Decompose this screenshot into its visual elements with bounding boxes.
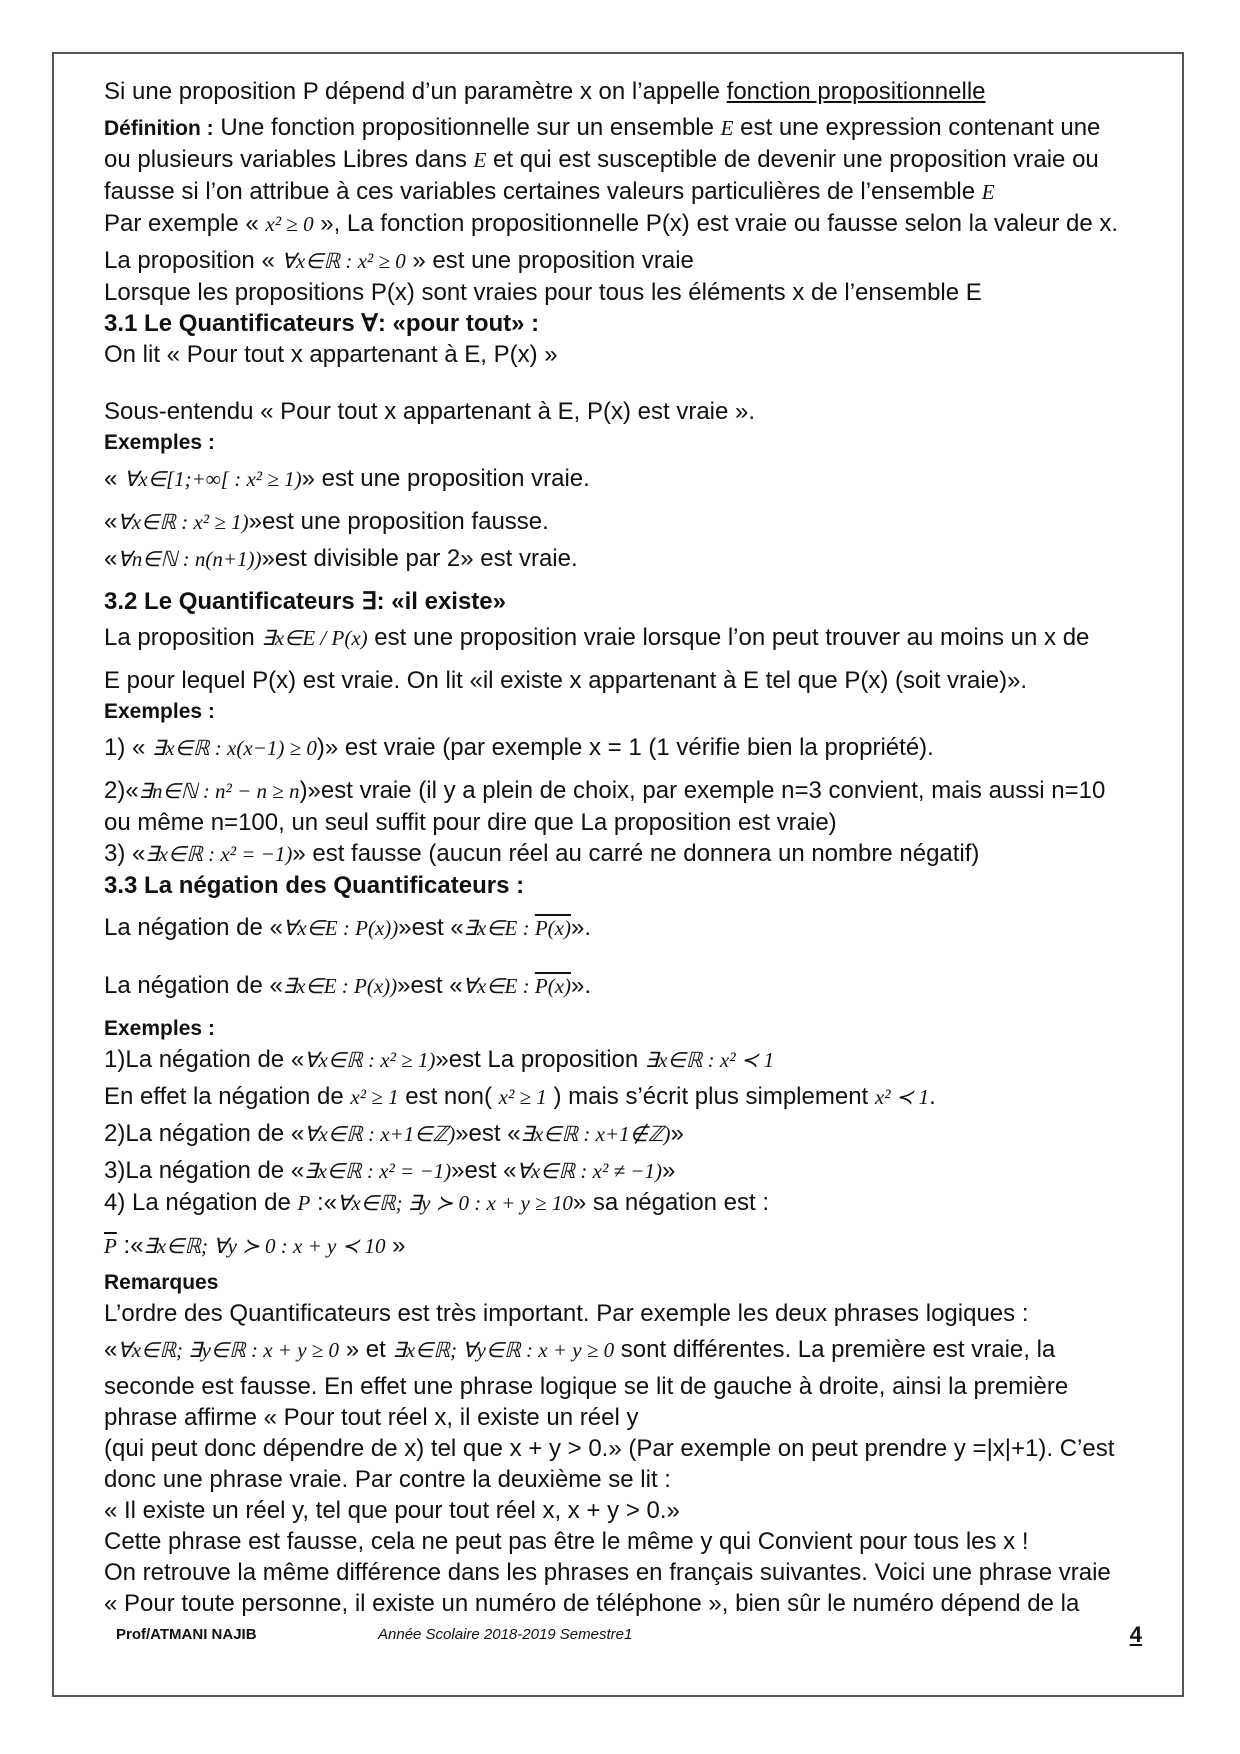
example-item: $\overline{P}$ :«∃x∈ℝ; ∀y ≻ 0 : x + y ≺ 10 » [104, 1232, 406, 1259]
page-number: 4 [1129, 1622, 1142, 1647]
page-footer [116, 1622, 1142, 1652]
text-line: donc une phrase vraie. Par contre la deuxième se lit : [104, 1466, 671, 1493]
text-line: Cette phrase est fausse, cela ne peut pas être le même y qui Convient pour tous les x ! [104, 1528, 1029, 1555]
example-item: 2)«∃n∈ℕ : n² − n ≥ n)»est vraie (il y a plein de choix, par exemple n=3 convient, mais aussi n=10 [104, 777, 1106, 804]
intro-line: Si une proposition P dépend d’un paramètre x on l’appelle fonction propositionnelle [104, 78, 986, 105]
text-line: Sous-entendu « Pour tout x appartenant à E, P(x) est vraie ». [104, 398, 756, 425]
example-item: «∀n∈ℕ : n(n+1))»est divisible par 2» est vraie. [104, 545, 578, 572]
examples-heading: Exemples : [104, 1017, 215, 1040]
example-item: 3)La négation de «∃x∈ℝ : x² = −1)»est «∀x∈ℝ : x² ≠ −1)» [104, 1157, 676, 1184]
term-fonction-propositionnelle: fonction propositionnelle [726, 78, 986, 105]
example-item: «∀x∈ℝ : x² ≥ 1)»est une proposition fausse. [104, 508, 549, 535]
section-heading-3-1: 3.1 Le Quantificateurs ∀: «pour tout» : [104, 310, 540, 337]
text-line: On lit « Pour tout x appartenant à E, P(x) » [104, 341, 558, 368]
text-line: En effet la négation de x² ≥ 1 est non( x² ≥ 1 ) mais s’écrit plus simplement x² ≺ 1. [104, 1083, 936, 1110]
footer-author: Prof/ATMANI NAJIB [116, 1626, 257, 1643]
example-item: « ∀x∈[1;+∞[ : x² ≥ 1)» est une proposition vraie. [104, 465, 590, 492]
document-body [104, 76, 1164, 1619]
example-line: Par exemple « x² ≥ 0 », La fonction propositionnelle P(x) est vraie ou fausse selon la valeur de x. [104, 210, 1119, 237]
text-line: Lorsque les propositions P(x) sont vraies pour tous les éléments x de l’ensemble E [104, 279, 982, 306]
example-item: 2)La négation de «∀x∈ℝ : x+1∈ℤ)»est «∃x∈ℝ : x+1∉ℤ)» [104, 1120, 684, 1147]
text-line: « Pour toute personne, il existe un numéro de téléphone », bien sûr le numéro dépend de la [104, 1590, 1080, 1617]
remarks-heading: Remarques [104, 1271, 219, 1294]
text-line: (qui peut donc dépendre de x) tel que x + y > 0.» (Par exemple on peut prendre y =|x|+1). C’est [104, 1435, 1115, 1462]
example-item: 3) «∃x∈ℝ : x² = −1)» est fausse (aucun réel au carré ne donnera un nombre négatif) [104, 840, 980, 867]
example-item: 4) La négation de P :«∀x∈ℝ; ∃y ≻ 0 : x + y ≥ 10» sa négation est : [104, 1189, 770, 1216]
text-line: ou même n=100, un seul suffit pour dire que La proposition est vraie) [104, 809, 837, 836]
proposition-line: La proposition « ∀x∈ℝ : x² ≥ 0 » est une proposition vraie [104, 247, 694, 274]
text-line: « Il existe un réel y, tel que pour tout réel x, x + y > 0.» [104, 1497, 680, 1524]
example-item: 1)La négation de «∀x∈ℝ : x² ≥ 1)»est La proposition ∃x∈ℝ : x² ≺ 1 [104, 1046, 775, 1073]
section-heading-3-2: 3.2 Le Quantificateurs ∃: «il existe» [104, 588, 506, 615]
section-heading-3-3: 3.3 La négation des Quantificateurs : [104, 872, 525, 899]
footer-school-year: Année Scolaire 2018-2019 Semestre1 [378, 1626, 633, 1643]
text-line: La proposition ∃x∈E / P(x) est une proposition vraie lorsque l’on peut trouver au moins un x de [104, 624, 1090, 651]
examples-heading: Exemples : [104, 431, 215, 454]
examples-heading: Exemples : [104, 700, 215, 723]
definition-line-3: fausse si l’on attribue à ces variables certaines valeurs particulières de l’ensemble E [104, 178, 995, 205]
definition-line-2: ou plusieurs variables Libres dans E et qui est susceptible de devenir une proposition vraie ou [104, 146, 1099, 173]
text-line: seconde est fausse. En effet une phrase logique se lit de gauche à droite, ainsi la première [104, 1373, 1069, 1400]
text-line: L’ordre des Quantificateurs est très important. Par exemple les deux phrases logiques : [104, 1300, 1029, 1327]
text-line: E pour lequel P(x) est vraie. On lit «il existe x appartenant à E tel que P(x) (soit vraie)». [104, 667, 1028, 694]
definition-line-1: Définition : Une fonction propositionnelle sur un ensemble E est une expression contenant une [104, 114, 1101, 141]
definition-label: Définition : [104, 117, 214, 140]
text-line: «∀x∈ℝ; ∃y∈ℝ : x + y ≥ 0 » et ∃x∈ℝ; ∀y∈ℝ : x + y ≥ 0 sont différentes. La première est vraie, la [104, 1336, 1056, 1363]
negation-rule: La négation de «∀x∈E : P(x))»est «∃x∈E : P(x)». [104, 914, 592, 941]
text-line: phrase affirme « Pour tout réel x, il existe un réel y [104, 1404, 639, 1431]
example-item: 1) « ∃x∈ℝ : x(x−1) ≥ 0)» est vraie (par exemple x = 1 (1 vérifie bien la propriété). [104, 734, 934, 761]
negation-rule: La négation de «∃x∈E : P(x))»est «∀x∈E : P(x)». [104, 972, 592, 999]
text-line: On retrouve la même différence dans les phrases en français suivantes. Voici une phrase vraie [104, 1559, 1111, 1586]
